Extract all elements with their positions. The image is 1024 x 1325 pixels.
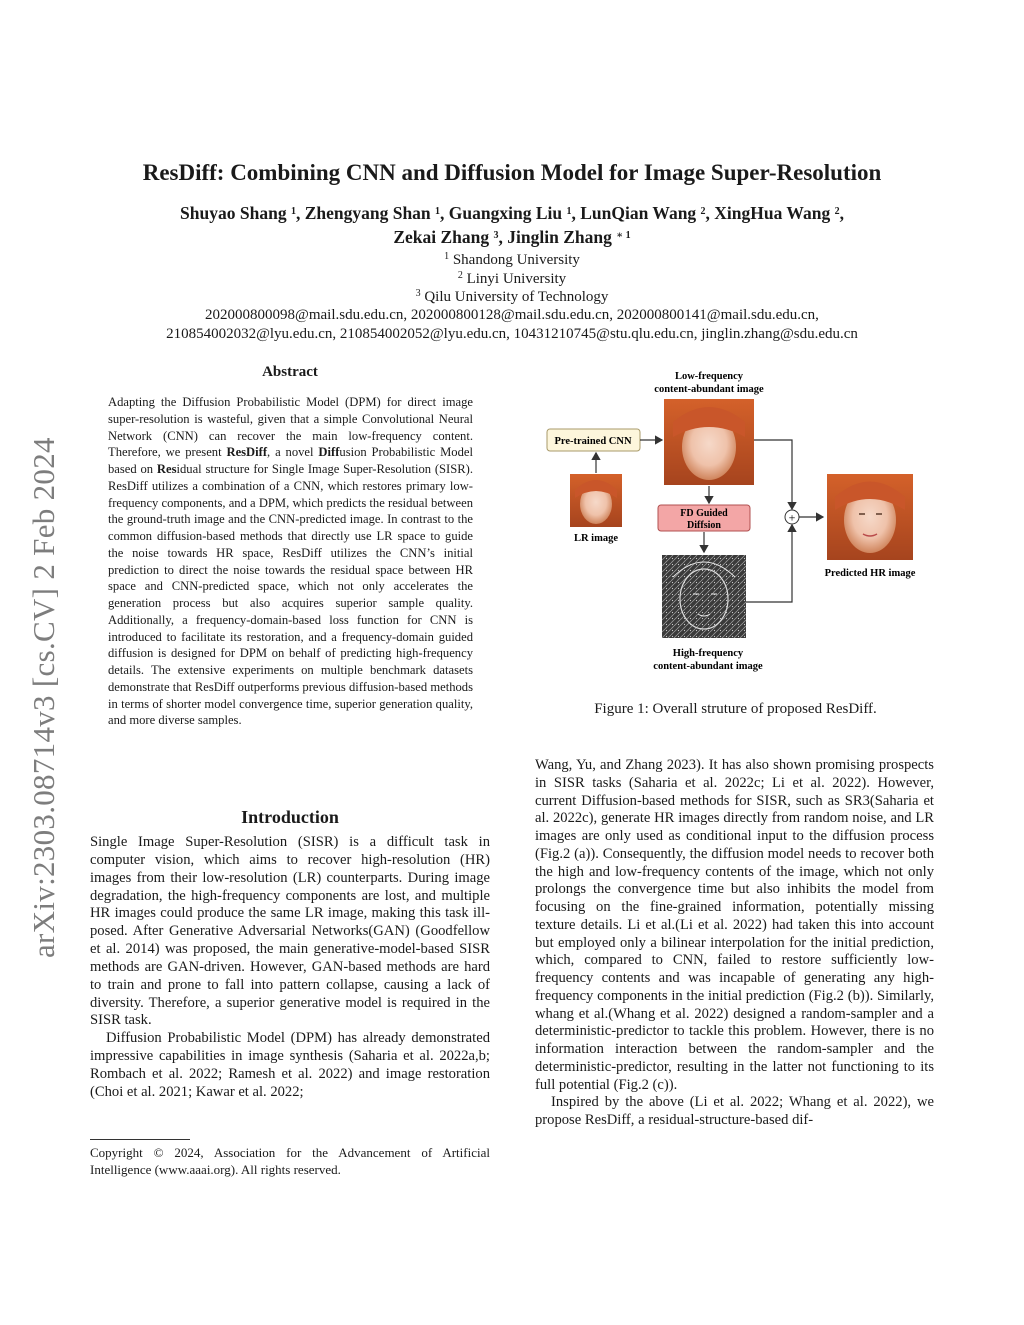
author-affiliation-mark: 2 xyxy=(834,206,840,217)
high-frequency-image xyxy=(662,555,746,638)
affiliation-number: 1 xyxy=(444,251,450,262)
email-line: 210854002032@lyu.edu.cn, 210854002052@lyu.edu.cn, 10431210745@stu.qlu.edu.cn, jinglin.zhang@sdu.edu.cn xyxy=(166,326,858,342)
author-affiliation-mark: 2 xyxy=(700,206,706,217)
affiliation-name: Shandong University xyxy=(452,252,580,268)
predicted-hr-image xyxy=(827,474,913,560)
section-heading-introduction: Introduction xyxy=(241,807,339,827)
affiliation-line xyxy=(0,251,1024,269)
figure-caption: Figure 1: Overall struture of proposed ResDiff. xyxy=(594,701,877,717)
affiliation-line xyxy=(0,270,1024,288)
paragraph: Single Image Super-Resolution (SISR) is a difficult task in computer vision, which aims to recover high-resolution (HR) images from their low-resolution (LR) counterparts. During image degradation, the high-frequency components are lost, and multiple HR images could produce the same LR image, making this task ill-posed. After Generative Adversarial Networks(GAN) (Goodfellow et al. 2014) was proposed, the main generative-model-based SISR methods are GAN-driven. However, GAN-based methods are hard to train and prone to fall into pattern collapse, causing a lack of diversity. Therefore, a superior generative model is required in the SISR task. xyxy=(90,834,490,1029)
author-name: LunQian Wang xyxy=(580,203,697,223)
author-name: Zekai Zhang xyxy=(393,227,490,247)
right-column-body xyxy=(535,757,934,1130)
arrow-high-frequency-to-sum xyxy=(746,525,792,602)
affiliation-number: 3 xyxy=(415,288,421,299)
paragraph: Wang, Yu, and Zhang 2023). It has also shown promising prospects in SISR tasks (Saharia et al. 2022c; Li et al. 2022). However, current Diffusion-based methods for SISR, such as SR3(Saharia et al. 2022c), generate HR images directly from random noise, and LR images are only used as conditional input to the diffusion process (Fig.2 (a)). Consequently, the diffusion model needs to recover both the high and low-frequency contents of the image, which not only prolongs the convergence time but also inhibits the model from focusing on the fine-grained information, potentially missing texture details. Li et al.(Li et al. 2022) had taken this into account but employed only a bilinear interpolation for the initial prediction, which, compared to CNN, failed to restore sufficiently low-frequency contents and was incapable of generating any high-frequency components in the initial prediction (Fig.2 (b)). Similarly, whang et al.(Whang et al. 2022) designed a random-sampler and a deterministic-predictor to tackle this problem. However, there is no information interaction between the random-sampler and the deterministic-predictor, resulting in the latter not functioning to its full potential (Fig.2 (c)). xyxy=(535,757,934,1093)
author-affiliation-mark: 1 xyxy=(290,206,296,217)
fd-guided-diffusion-label: FD Guided xyxy=(680,508,728,519)
abstract-text: , a novel xyxy=(267,445,319,460)
low-frequency-image xyxy=(664,399,754,485)
paragraph: Diffusion Probabilistic Model (DPM) has already demonstrated impressive capabilities in image synthesis (Saharia et al. 2022a,b; Rombach et al. 2022; Ramesh et al. 2022) and image restoration (Choi et al. 2021; Kawar et al. 2022; xyxy=(90,1030,490,1100)
author-affiliation-mark: 1 xyxy=(566,206,572,217)
affiliation-line xyxy=(0,288,1024,306)
abstract-heading: Abstract xyxy=(262,364,318,380)
pretrained-cnn-label: Pre-trained CNN xyxy=(554,436,632,447)
author-affiliation-mark: 3 xyxy=(493,230,499,241)
plus-icon: + xyxy=(788,510,796,525)
arrow-low-frequency-to-sum xyxy=(754,440,792,509)
lr-image xyxy=(570,474,622,527)
author-name: Zhengyang Shan xyxy=(304,203,431,223)
author-name: Shuyao Shang xyxy=(180,203,287,223)
introduction-body xyxy=(90,834,490,1102)
author-name: Jinglin Zhang xyxy=(507,227,612,247)
copyright-footnote: Copyright © 2024, Association for the Advancement of Artificial Intelligence (www.aaai.org). All rights reserved. xyxy=(90,1145,490,1177)
high-frequency-label: content-abundant image xyxy=(653,661,763,672)
low-frequency-label: content-abundant image xyxy=(654,384,764,395)
abstract-bold: ResDiff xyxy=(226,445,268,460)
footnote-rule xyxy=(90,1139,190,1140)
abstract-text: usion Probabilistic Model based on xyxy=(108,445,473,476)
low-frequency-label: Low-frequency xyxy=(674,371,744,382)
affiliation-number: 2 xyxy=(457,270,463,281)
high-frequency-label: High-frequency xyxy=(672,648,744,659)
paper-title: ResDiff: Combining CNN and Diffusion Model for Image Super-Resolution xyxy=(142,160,882,185)
fd-guided-diffusion-label: Diffsion xyxy=(687,520,721,531)
abstract-bold: Res xyxy=(156,462,177,476)
paragraph: Inspired by the above (Li et al. 2022; Whang et al. 2022), we propose ResDiff, a residual-structure-based dif- xyxy=(535,1094,934,1128)
predicted-hr-label: Predicted HR image xyxy=(824,568,916,579)
affiliation-name: Linyi University xyxy=(466,271,567,287)
abstract-text: idual structure for Single Image Super-Resolution (SISR). ResDiff utilizes a combination of a CNN, which restores primary low-frequency components, and a DPM, which predicts the residual between the ground-truth image and the CNN-predicted image. In contrast to the common diffusion-based methods that directly use LR space to guide the noise towards HR space, ResDiff utilizes the CNN’s initial prediction to direct the noise towards the residual space between HR space and CNN-predicted space, which not only accelerates the generation process but also acquires superior sample quality. Additionally, a frequency-domain-based loss function for CNN is introduced to facilitate its restoration, and a frequency-domain guided diffusion is designed for DPM on behalf of predicting high-frequency details. The extensive experiments on multiple benchmark datasets demonstrate that ResDiff outperforms previous diffusion-based methods in terms of shorter model convergence time, superior generation quality, and more diverse samples. xyxy=(108,462,473,728)
abstract-bold: Diff xyxy=(318,445,340,460)
abstract-body xyxy=(108,394,473,729)
figure-1-diagram xyxy=(533,362,938,682)
author-name: XingHua Wang xyxy=(714,203,831,223)
author-affiliation-mark: ∗ 1 xyxy=(616,230,631,241)
author-name: Guangxing Liu xyxy=(448,203,563,223)
author-affiliation-mark: 1 xyxy=(435,206,441,217)
author-list: Shuyao Shang $^1$, Zhengyang Shan $^1$, Guangxing Liu $^1$, LunQian Wang $^2$, XingHua Wang $^2$, Zekai Zhang $^3$, Jinglin Zhang $^{∗ 1}$ xyxy=(180,203,844,247)
email-line: 202000800098@mail.sdu.edu.cn, 202000800128@mail.sdu.edu.cn, 202000800141@mail.sdu.edu.cn, xyxy=(205,307,819,323)
arxiv-identifier: arXiv:2303.08714v3 [cs.CV] 2 Feb 2024 xyxy=(26,437,61,958)
lr-image-label: LR image xyxy=(573,533,619,544)
affiliation-name: Qilu University of Technology xyxy=(424,289,609,305)
abstract-text: Adapting the Diffusion Probabilistic Model (DPM) for direct image super-resolution is wasteful, given that a simple Convolutional Neural Network (CNN) can recover the main low-frequency content. Therefore, we present xyxy=(108,395,473,460)
